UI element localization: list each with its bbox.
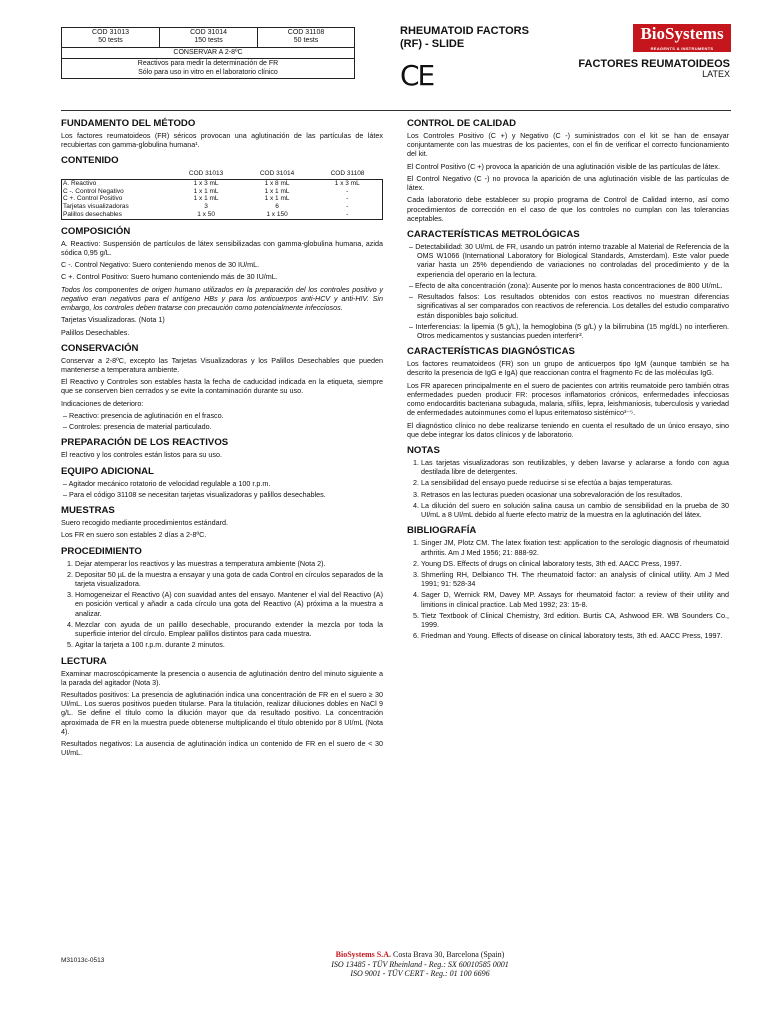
paragraph: C +. Control Positivo: Suero humano conteniendo más de 30 IU/mL. bbox=[61, 272, 278, 282]
contents-table bbox=[61, 169, 383, 220]
section-heading: CARACTERÍSTICAS METROLÓGICAS bbox=[407, 229, 580, 240]
list-item: 1. Singer JM, Plotz CM. The latex fixation test: application to the serologic diagnosis of rheumatoid arthritis. Am J Med 1956; 21: 888-92. bbox=[421, 538, 729, 556]
title-line: RHEUMATOID FACTORS bbox=[400, 25, 529, 37]
table-cell: 1 x 1 mL bbox=[193, 195, 219, 203]
paragraph: Los Controles Positivo (C +) y Negativo (C -) suministrados con el kit se han de ensayar conjuntamente con las muestras de los pacientes, con el fin de verificar el correcto funcionamiento del kit. bbox=[407, 131, 729, 159]
section-heading: EQUIPO ADICIONAL bbox=[61, 465, 154, 477]
paragraph: Los FR en suero son estables 2 días a 2-8ºC. bbox=[61, 530, 207, 540]
list-item: 2. Young DS. Effects of drugs on clinical laboratory tests, 3th ed. AACC Press, 1997. bbox=[421, 559, 729, 568]
notes-list bbox=[407, 458, 729, 519]
equipment-list bbox=[61, 479, 383, 499]
document-title bbox=[400, 25, 529, 50]
paragraph: A. Reactivo: Suspensión de partículos de látex sensibilizadas con gamma-globulina humana, azida sódica 0,95 g/L. bbox=[61, 238, 383, 258]
table-cell: 1 x 3 mL bbox=[193, 179, 219, 187]
list-item: – Efecto de alta concentración (zona): Ausente por lo menos hasta concentraciones de 800 UI/mL. bbox=[417, 281, 729, 290]
section-heading: MUESTRAS bbox=[61, 505, 115, 517]
table-header: COD 31013 bbox=[188, 169, 224, 177]
tests-count: 150 tests bbox=[194, 37, 223, 45]
list-item: – Interferencias: la lipemia (5 g/L), la hemoglobina (5 g/L) y la bilirrubina (15 mg/dL) no interfieren. Otros medicamentos y sustancias pueden interferir². bbox=[417, 322, 729, 340]
list-item: 3. Homogeneizar el Reactivo (A) con suavidad antes del ensayo. Mantener el vial del Reactivo (A) en posición vertical y añadir a cada círculo una gota del Reactivo (A) próxima a la muestra a analizar. bbox=[75, 590, 383, 618]
list-item: – Reactivo: presencia de aglutinación en el frasco. bbox=[71, 411, 383, 420]
paragraph: Conservar a 2-8ºC, excepto las Tarjetas Visualizadoras y los Palillos Desechables que pueden mantenerse a temperatura ambiente. bbox=[61, 355, 383, 375]
table-cell: A. Reactivo bbox=[63, 179, 97, 187]
purpose-line: Sólo para uso in vitro en el laboratorio clínico bbox=[138, 68, 278, 76]
table-cell: 1 x 150 bbox=[266, 211, 288, 218]
list-item: 4. Mezclar con ayuda de un palillo desechable, procurando extender la mezcla por toda la superficie interior del círculo. Emplear palillos distintos para cada muestra. bbox=[75, 620, 383, 638]
table-cell: 1 x 8 mL bbox=[264, 179, 290, 187]
list-item: 1. Dejar atemperar los reactivos y las muestras a temperatura ambiente (Nota 2). bbox=[75, 559, 383, 568]
table-cell: C +. Control Positivo bbox=[63, 195, 123, 203]
iso-certification: ISO 13485 - TÜV Rheinland - Reg.: SX 60010585 0001 bbox=[331, 959, 509, 969]
table-header bbox=[62, 169, 171, 180]
code-cell bbox=[258, 28, 355, 48]
paragraph: Los factores reumatoideos (FR) son un grupo de anticuerpos tipo IgM (aunque también se ha descrito la presencia de IgG e IgA) que reaccionan contra el fragmento Fc de las moléculas IgG. bbox=[407, 359, 729, 378]
title-line: (RF) - SLIDE bbox=[400, 37, 465, 50]
list-item: – Detectabilidad: 30 UI/mL de FR, usando un patrón interno trazable al Material de Referencia de la OMS W1066 (International Laboratory for Biological Standards, Amsterdam). Este valor puede variar hasta un 25% dependiendo de variaciones no controladas del procedimiento y de la experiencia del operario en la lectura. bbox=[417, 242, 729, 279]
paragraph: Examinar macroscópicamente la presencia o ausencia de aglutinación dentro del minuto siguiente a la parada del agitador (Nota 3). bbox=[61, 668, 383, 687]
table-cell: 6 bbox=[275, 203, 279, 211]
paragraph: Indicaciones de deterioro: bbox=[61, 398, 144, 408]
table-cell: 1 x 50 bbox=[197, 211, 215, 218]
table-row bbox=[62, 211, 383, 219]
table-row bbox=[62, 195, 383, 203]
table-cell: - bbox=[346, 195, 349, 203]
header-divider bbox=[61, 110, 731, 111]
ce-mark-icon: CE bbox=[400, 59, 434, 92]
code-cell bbox=[160, 28, 258, 48]
left-column bbox=[61, 118, 383, 761]
paragraph: C -. Control Negativo: Suero conteniendo menos de 30 IU/mL. bbox=[61, 260, 260, 270]
section-heading: BIBLIOGRAFÍA bbox=[407, 525, 477, 537]
table-cell: - bbox=[346, 187, 349, 195]
table-cell: 1 x 1 mL bbox=[264, 187, 290, 195]
list-item: 4. Sager D, Wernick RM, Davey MP. Assays for rheumatoid factor: a review of their utility and limitions in clinical practice. Lab Med 1992; 23: 15-8. bbox=[421, 590, 729, 608]
product-codes-table bbox=[61, 27, 355, 79]
paragraph: Palillos Desechables. bbox=[61, 327, 130, 337]
section-heading: CONTENIDO bbox=[61, 155, 119, 167]
logo-subtext: REAGENTS & INSTRUMENTS bbox=[650, 46, 714, 51]
table-cell: Palillos desechables bbox=[63, 211, 122, 218]
list-item: 4. La dilución del suero en solución salina causa un cambio de sensibilidad en la prueba de 30 UI/mL a 8 UI/mL debido al fuerte efecto matriz de la muestra en la aglutinación del látex. bbox=[421, 501, 729, 519]
table-cell: 1 x 1 mL bbox=[264, 195, 290, 203]
list-item: 5. Tietz Textbook of Clinical Chemistry, 3rd edition. Burtis CA, Ashwood ER. WB Sounders Co., 1999. bbox=[421, 611, 729, 629]
deterioration-list bbox=[61, 411, 383, 431]
table-row bbox=[62, 203, 383, 211]
paragraph: Cada laboratorio debe establecer su propio programa de Control de Calidad interno, así como procedimientos de corrección en el caso de que los controles no cumplan con las tolerancias aceptables. bbox=[407, 195, 729, 223]
subtitle-latex: LATEX bbox=[702, 69, 730, 80]
list-item: – Para el código 31108 se necesitan tarjetas visualizadoras y palillos desechables. bbox=[71, 490, 383, 499]
purpose-note bbox=[62, 59, 355, 79]
list-item: 5. Agitar la tarjeta a 100 r.p.m. durante 2 minutos. bbox=[75, 640, 383, 649]
list-item: 3. Retrasos en las lecturas pueden ocasionar una sobrevaloración de los resultados. bbox=[421, 490, 729, 499]
company-name: BioSystems S.A. bbox=[335, 950, 392, 959]
paragraph: El Control Negativo (C -) no provoca la aparición de una aglutinación visible de las partículas de látex. bbox=[407, 173, 729, 193]
paragraph: Todos los componentes de origen humano utilizados en la preparación del los controles positivo y negativo eran negativos para el antígeno HBs y para los anticuerpos anti-HCV y anti-HIV. Sin embargo, los controles deben tratarse con precaución como potencialmente infecciosos. bbox=[61, 284, 383, 313]
procedure-list bbox=[61, 559, 383, 650]
paragraph: Resultados positivos: La presencia de aglutinación indica una concentración de FR en el suero ≥ 30 UI/mL. Los sueros positivos pueden titularse. Para la titulación, realizar diluciones dobles en NaCl 9 g/L. Se define el título como la dilución mayor que da resultado positivo. La concentración aproximada de FR en la muestra puede obtenerse multiplicando el título obtenido por 8 UI/mL (Nota 4). bbox=[61, 690, 383, 736]
list-item: 6. Friedman and Young. Effects of disease on clinical laboratory tests, 3th ed. AACC Press, 1997. bbox=[421, 631, 729, 640]
table-row bbox=[62, 188, 383, 196]
purpose-line: Reactivos para medir la determinación de FR bbox=[137, 60, 279, 68]
list-item: 2. La sensibilidad del ensayo puede reducirse si se efectúa a bajas temperaturas. bbox=[421, 478, 729, 487]
subtitle-spanish: FACTORES REUMATOIDEOS bbox=[578, 58, 730, 70]
company-address bbox=[270, 950, 570, 960]
section-heading: LECTURA bbox=[61, 655, 107, 667]
table-header: COD 31014 bbox=[259, 169, 295, 177]
code-label: COD 31108 bbox=[287, 29, 325, 36]
section-heading: COMPOSICIÓN bbox=[61, 225, 131, 237]
list-item: 2. Depositar 50 µL de la muestra a ensayar y una gota de cada Control en círculos separados de la tarjeta visualizadora. bbox=[75, 570, 383, 588]
document-subtitle bbox=[560, 58, 730, 80]
right-column bbox=[407, 118, 729, 644]
paragraph: El Control Positivo (C +) provoca la aparición de una aglutinación visible de las partículas de látex. bbox=[407, 161, 721, 171]
paragraph: El Reactivo y Controles son estables hasta la fecha de caducidad indicada en la etiqueta, siempre que se conserven bien cerrados y se evite la contaminación durante su uso. bbox=[61, 377, 383, 396]
bibliography-list bbox=[407, 538, 729, 640]
code-cell bbox=[62, 28, 160, 48]
table-cell: - bbox=[346, 211, 349, 218]
storage-note: CONSERVAR A 2-8ºC bbox=[62, 47, 355, 58]
list-item: – Resultados falsos: Los resultados obtenidos con estos reactivos no muestran diferencias significativas al ser comparados con reactivos de referencia. Los detalles del estudio comparativo están disponibles bajo solicitud. bbox=[417, 292, 729, 320]
paragraph: Los FR aparecen principalmente en el suero de pacientes con artritis reumatoide pero también otras enfermedades pueden producir FR: procesos inflamatorios crónicos, enfermedades infecciosas como endocarditis bacteriana subaguda, malaria, sífilis, lepra, leishmaniosis, tuberculosis y variedad de enfermedades autoinmunes como el lupus eritematoso sistémico³⁻⁵. bbox=[407, 380, 729, 418]
code-label: COD 31013 bbox=[92, 29, 129, 36]
section-heading: FUNDAMENTO DEL MÉTODO bbox=[61, 118, 196, 129]
document-code: M31013c-0513 bbox=[61, 957, 105, 964]
code-label: COD 31014 bbox=[190, 29, 228, 36]
address-text: Costa Brava 30, Barcelona (Spain) bbox=[391, 950, 505, 959]
list-item: – Agitador mecánico rotatorio de velocidad regulable a 100 r.p.m. bbox=[71, 479, 383, 488]
paragraph: Los factores reumatoideos (FR) séricos provocan una aglutinación de las partículas de látex recubiertas con gamma-globulina humana¹. bbox=[61, 131, 383, 150]
table-cell: - bbox=[346, 203, 349, 211]
tests-count: 50 tests bbox=[98, 37, 123, 45]
table-cell: C -. Control Negativo bbox=[63, 187, 124, 195]
section-heading: PROCEDIMIENTO bbox=[61, 545, 142, 557]
iso-certification: ISO 9001 - TÜV CERT - Reg.: 01 100 6696 bbox=[350, 969, 490, 979]
section-heading: NOTAS bbox=[407, 445, 440, 456]
table-cell: 1 x 3 mL bbox=[334, 179, 360, 187]
paragraph: Tarjetas Visualizadoras. (Nota 1) bbox=[61, 315, 165, 325]
paragraph: El reactivo y los controles están listos para su uso. bbox=[61, 450, 222, 460]
paragraph: Resultados negativos: La ausencia de aglutinación indica un contenido de FR en el suero de < 30 UI/mL. bbox=[61, 739, 383, 758]
table-row bbox=[62, 179, 383, 187]
table-cell: Tarjetas visualizadoras bbox=[63, 203, 129, 211]
company-footer bbox=[270, 950, 570, 979]
paragraph: Suero recogido mediante procedimientos estándard. bbox=[61, 518, 229, 528]
table-cell: 3 bbox=[204, 203, 208, 211]
section-heading: CONTROL DE CALIDAD bbox=[407, 118, 517, 129]
table-header: COD 31108 bbox=[330, 169, 365, 177]
biosystems-logo bbox=[633, 24, 731, 52]
list-item: 1. Las tarjetas visualizadoras son reutilizables, y deben lavarse y aclararse a fondo con agua destilada libre de detergentes. bbox=[421, 458, 729, 476]
section-heading: CONSERVACIÓN bbox=[61, 342, 139, 354]
section-heading: CARACTERÍSTICAS DIAGNÓSTICAS bbox=[407, 346, 575, 358]
table-cell: 1 x 1 mL bbox=[193, 187, 219, 195]
tests-count: 50 tests bbox=[293, 37, 319, 45]
list-item: – Controles: presencia de material particulado. bbox=[71, 422, 383, 431]
paragraph: El diagnóstico clínico no debe realizarse teniendo en cuenta el resultado de un único ensayo, sino que debe integrar los datos clínicos y de laboratorio. bbox=[407, 420, 729, 439]
metrological-list bbox=[407, 242, 729, 340]
logo-text: BioSystems bbox=[640, 24, 724, 43]
section-heading: PREPARACIÓN DE LOS REACTIVOS bbox=[61, 437, 229, 449]
list-item: 3. Shmerling RH, Delbianco TH. The rheumatoid factor: an analysis of clinical utility. Am J Med 1991; 91: 528-34 bbox=[421, 570, 729, 588]
